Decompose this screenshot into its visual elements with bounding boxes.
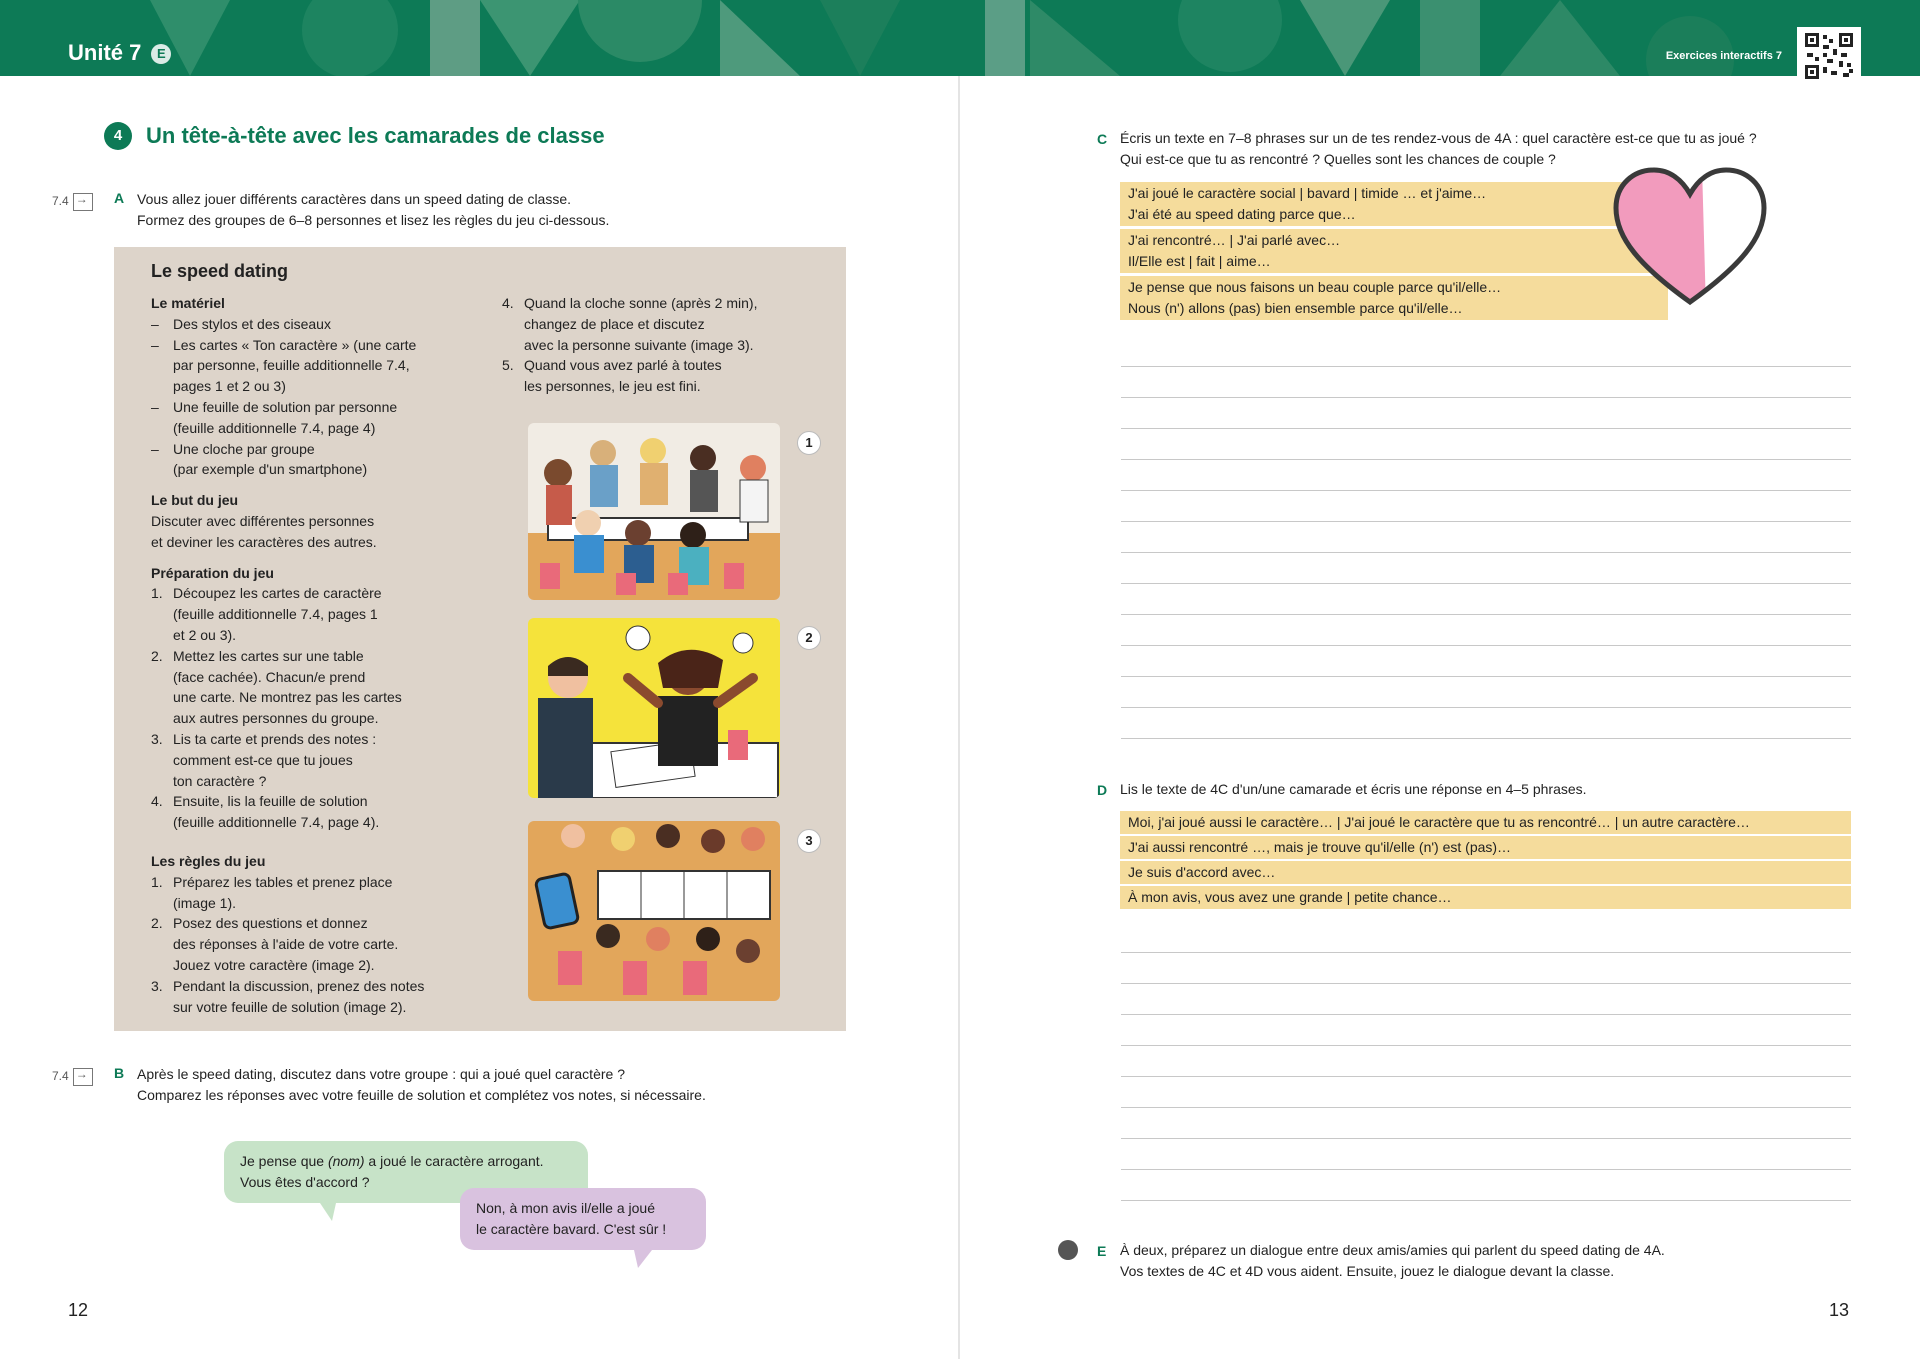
list-item-line: des réponses à l'aide de votre carte. bbox=[173, 936, 399, 953]
list-item-line: Lis ta carte et prends des notes : bbox=[173, 730, 377, 747]
phrase-line: Nous (n') allons (pas) bien ensemble parce qu'il/elle… bbox=[1128, 300, 1463, 316]
list-item-line: Pendant la discussion, prenez des notes bbox=[173, 977, 425, 994]
phrase-box-d-2: J'ai aussi rencontré …, mais je trouve qu'il/elle (n') est (pas)… bbox=[1120, 836, 1851, 859]
but-text bbox=[151, 511, 471, 553]
list-item-line: par personne, feuille additionnelle 7.4, bbox=[173, 357, 410, 374]
list-marker: – bbox=[151, 336, 159, 353]
phrase-box-d-3: Je suis d'accord avec… bbox=[1120, 861, 1851, 884]
materiel-list bbox=[151, 314, 471, 480]
worksheet-arrow-icon bbox=[73, 193, 93, 211]
exercise-e-instructions bbox=[1120, 1240, 1665, 1282]
rules-right-column bbox=[502, 293, 802, 397]
header-band bbox=[0, 0, 1920, 76]
materiel-heading: Le matériel bbox=[151, 295, 225, 311]
list-item bbox=[151, 646, 471, 729]
phrase-line: J'ai été au speed dating parce que… bbox=[1128, 206, 1356, 222]
list-marker: – bbox=[151, 315, 159, 332]
exercise-letter-c: C bbox=[1097, 131, 1108, 147]
writing-lines-d[interactable] bbox=[1121, 952, 1851, 1201]
heart-icon bbox=[1610, 166, 1770, 310]
list-marker: 1. bbox=[151, 873, 163, 890]
image-number-1: 1 bbox=[797, 431, 821, 455]
list-item-line: Jouez votre caractère (image 2). bbox=[173, 956, 375, 973]
unit-badge: E bbox=[151, 44, 171, 64]
list-item bbox=[151, 791, 471, 833]
list-item-line: comment est-ce que tu joues bbox=[173, 751, 353, 768]
regles-list bbox=[151, 872, 471, 1018]
list-item-line: (feuille additionnelle 7.4, page 4). bbox=[173, 814, 380, 831]
phrase-line: Il/Elle est | fait | aime… bbox=[1128, 253, 1271, 269]
exercise-b-line: Comparez les réponses avec votre feuille de solution et complétez vos notes, si nécessaire. bbox=[137, 1087, 706, 1103]
list-item bbox=[151, 729, 471, 791]
exercise-b-instructions bbox=[137, 1064, 706, 1106]
header-pattern bbox=[0, 0, 1920, 76]
bubble2-line2: le caractère bavard. C'est sûr ! bbox=[476, 1221, 667, 1237]
list-item-line: Quand la cloche sonne (après 2 min), bbox=[524, 295, 758, 311]
exercise-d-instructions bbox=[1120, 779, 1587, 800]
prep-heading: Préparation du jeu bbox=[151, 564, 274, 581]
list-item-line: Une cloche par groupe bbox=[173, 440, 315, 457]
illustration-3-graphic bbox=[528, 821, 780, 1001]
rules-left-column bbox=[151, 293, 471, 1017]
list-marker: – bbox=[151, 398, 159, 415]
section-title: Un tête-à-tête avec les camarades de classe bbox=[146, 123, 605, 148]
list-item-line: (face cachée). Chacun/e prend bbox=[173, 668, 366, 685]
unit-title: Unité 7 bbox=[68, 40, 142, 65]
illustration-conversation bbox=[528, 618, 780, 798]
list-item bbox=[151, 439, 471, 481]
worksheet-ref-number: 7.4 bbox=[52, 1069, 69, 1084]
exercise-letter-b: B bbox=[114, 1065, 125, 1081]
list-item-line: (par exemple d'un smartphone) bbox=[173, 461, 368, 478]
list-item bbox=[151, 913, 471, 975]
phrase-box-d-4: À mon avis, vous avez une grande | petite chance… bbox=[1120, 886, 1851, 909]
but-heading: Le but du jeu bbox=[151, 492, 239, 509]
section-number: 4 bbox=[104, 122, 132, 150]
list-marker: 4. bbox=[502, 295, 514, 311]
list-item-line: Une feuille de solution par personne bbox=[173, 398, 398, 415]
list-item-line: ton caractère ? bbox=[173, 772, 267, 789]
list-marker: 4. bbox=[151, 793, 163, 810]
list-item-line: aux autres personnes du groupe. bbox=[173, 710, 379, 727]
bubble1-line2: Vous êtes d'accord ? bbox=[240, 1174, 370, 1190]
exercise-a-line: Formez des groupes de 6–8 personnes et lisez les règles du jeu ci-dessous. bbox=[137, 212, 610, 228]
exercise-b-line: Après le speed dating, discutez dans votre groupe : qui a joué quel caractère ? bbox=[137, 1066, 625, 1082]
list-item-line: Des stylos et des ciseaux bbox=[173, 315, 331, 332]
list-item-line: Posez des questions et donnez bbox=[173, 915, 368, 932]
list-item-line: (feuille additionnelle 7.4, page 4) bbox=[173, 419, 376, 436]
list-item bbox=[151, 314, 471, 335]
list-marker: 3. bbox=[151, 977, 163, 994]
bubble1-text: a joué le caractère arrogant. bbox=[364, 1153, 544, 1169]
worksheet-ref-number: 7.4 bbox=[52, 194, 69, 209]
list-item-line: Les cartes « Ton caractère » (une carte bbox=[173, 336, 417, 353]
exercise-c-line: Écris un texte en 7–8 phrases sur un de tes rendez-vous de 4A : quel caractère est-ce que tu as joué ? bbox=[1120, 130, 1757, 146]
phrase-box-c-2 bbox=[1120, 229, 1668, 273]
exercise-letter-d: D bbox=[1097, 782, 1108, 798]
rules-box-title: Le speed dating bbox=[151, 261, 289, 281]
exercise-e-line: Vos textes de 4C et 4D vous aident. Ensuite, jouez le dialogue devant la classe. bbox=[1120, 1263, 1615, 1279]
list-marker: 2. bbox=[151, 647, 163, 664]
list-item bbox=[502, 293, 802, 355]
page-spine bbox=[958, 76, 960, 1359]
illustration-2-graphic bbox=[528, 618, 780, 798]
list-item bbox=[151, 872, 471, 914]
bubble-tail bbox=[320, 1203, 336, 1221]
regles-list-continued bbox=[502, 293, 802, 397]
phrase-line: J'ai rencontré… | J'ai parlé avec… bbox=[1128, 232, 1341, 248]
bubble1-name-placeholder: (nom) bbox=[327, 1153, 365, 1169]
exercise-a-line: Vous allez jouer différents caractères dans un speed dating de classe. bbox=[137, 191, 572, 207]
exercise-e-line: À deux, préparez un dialogue entre deux amis/amies qui parlent du speed dating de 4A. bbox=[1120, 1242, 1665, 1258]
list-item-line: Ensuite, lis la feuille de solution bbox=[173, 793, 368, 810]
exercise-c-instructions bbox=[1120, 128, 1757, 170]
list-item-line: (image 1). bbox=[173, 894, 237, 911]
bubble1-text: Je pense que bbox=[240, 1153, 328, 1169]
list-item-line: et 2 ou 3). bbox=[173, 626, 237, 643]
interactive-exercises-link[interactable]: Exercices interactifs 7 bbox=[1665, 50, 1782, 62]
phrase-box-d-1: Moi, j'ai joué aussi le caractère… | J'ai joué le caractère que tu as rencontré… | un autre caractère… bbox=[1120, 811, 1851, 834]
text-line: Discuter avec différentes personnes bbox=[151, 512, 375, 529]
list-marker: 5. bbox=[502, 357, 514, 374]
regles-heading: Les règles du jeu bbox=[151, 852, 266, 869]
list-item-line: Quand vous avez parlé à toutes bbox=[524, 357, 722, 374]
page-number-left: 12 bbox=[68, 1300, 89, 1320]
bubble-tail bbox=[634, 1250, 652, 1268]
bubble2-line1: Non, à mon avis il/elle a joué bbox=[476, 1200, 655, 1216]
text-line: et deviner les caractères des autres. bbox=[151, 533, 377, 550]
image-number-3: 3 bbox=[797, 829, 821, 853]
worksheet-ref-a[interactable] bbox=[52, 193, 93, 211]
exercise-c-line: Qui est-ce que tu as rencontré ? Quelles sont les chances de couple ? bbox=[1120, 151, 1556, 167]
worksheet-ref-b[interactable] bbox=[52, 1068, 93, 1086]
list-marker: – bbox=[151, 440, 159, 457]
illustration-changing-places bbox=[528, 821, 780, 1001]
speech-bubble-purple bbox=[460, 1188, 706, 1250]
list-marker: 3. bbox=[151, 730, 163, 747]
phrase-box-c-1 bbox=[1120, 182, 1668, 226]
list-item-line: pages 1 et 2 ou 3) bbox=[173, 378, 286, 395]
image-number-2: 2 bbox=[797, 626, 821, 650]
prep-list bbox=[151, 583, 471, 833]
exercise-d-line: Lis le texte de 4C d'un/une camarade et écris une réponse en 4–5 phrases. bbox=[1120, 781, 1587, 797]
list-item-line: changez de place et discutez bbox=[524, 315, 705, 332]
list-item bbox=[151, 976, 471, 1018]
phrase-box-c-3 bbox=[1120, 276, 1668, 320]
list-item bbox=[151, 335, 471, 397]
qr-code-icon[interactable] bbox=[1797, 27, 1861, 85]
partner-work-icon bbox=[1058, 1240, 1078, 1260]
bubble1-line1 bbox=[240, 1151, 572, 1172]
worksheet-arrow-icon bbox=[73, 1068, 93, 1086]
qr-code-graphic bbox=[1805, 33, 1853, 79]
illustration-1-graphic bbox=[528, 423, 780, 600]
writing-lines-c[interactable] bbox=[1121, 366, 1851, 739]
exercise-letter-e: E bbox=[1097, 1243, 1107, 1259]
list-item-line: Découpez les cartes de caractère bbox=[173, 585, 382, 602]
exercise-letter-a: A bbox=[114, 190, 125, 206]
list-item-line: avec la personne suivante (image 3). bbox=[524, 336, 754, 353]
phrase-line: Je pense que nous faisons un beau couple parce qu'il/elle… bbox=[1128, 279, 1502, 295]
list-item-line: Mettez les cartes sur une table bbox=[173, 647, 364, 664]
list-marker: 2. bbox=[151, 915, 163, 932]
unit-label bbox=[68, 40, 171, 66]
list-item-line: sur votre feuille de solution (image 2). bbox=[173, 998, 407, 1015]
list-item-line: les personnes, le jeu est fini. bbox=[524, 378, 701, 395]
list-item-line: Préparez les tables et prenez place bbox=[173, 873, 393, 890]
list-item bbox=[502, 355, 802, 397]
list-item bbox=[151, 397, 471, 439]
list-marker: 1. bbox=[151, 585, 163, 602]
phrase-line: J'ai joué le caractère social | bavard | timide … et j'aime… bbox=[1128, 185, 1487, 201]
list-item bbox=[151, 583, 471, 645]
list-item-line: une carte. Ne montrez pas les cartes bbox=[173, 689, 402, 706]
list-item-line: (feuille additionnelle 7.4, pages 1 bbox=[173, 606, 378, 623]
section-heading bbox=[104, 122, 605, 150]
illustration-classroom-setup bbox=[528, 423, 780, 600]
page-number-right: 13 bbox=[1829, 1300, 1850, 1320]
exercise-a-instructions bbox=[137, 189, 609, 231]
